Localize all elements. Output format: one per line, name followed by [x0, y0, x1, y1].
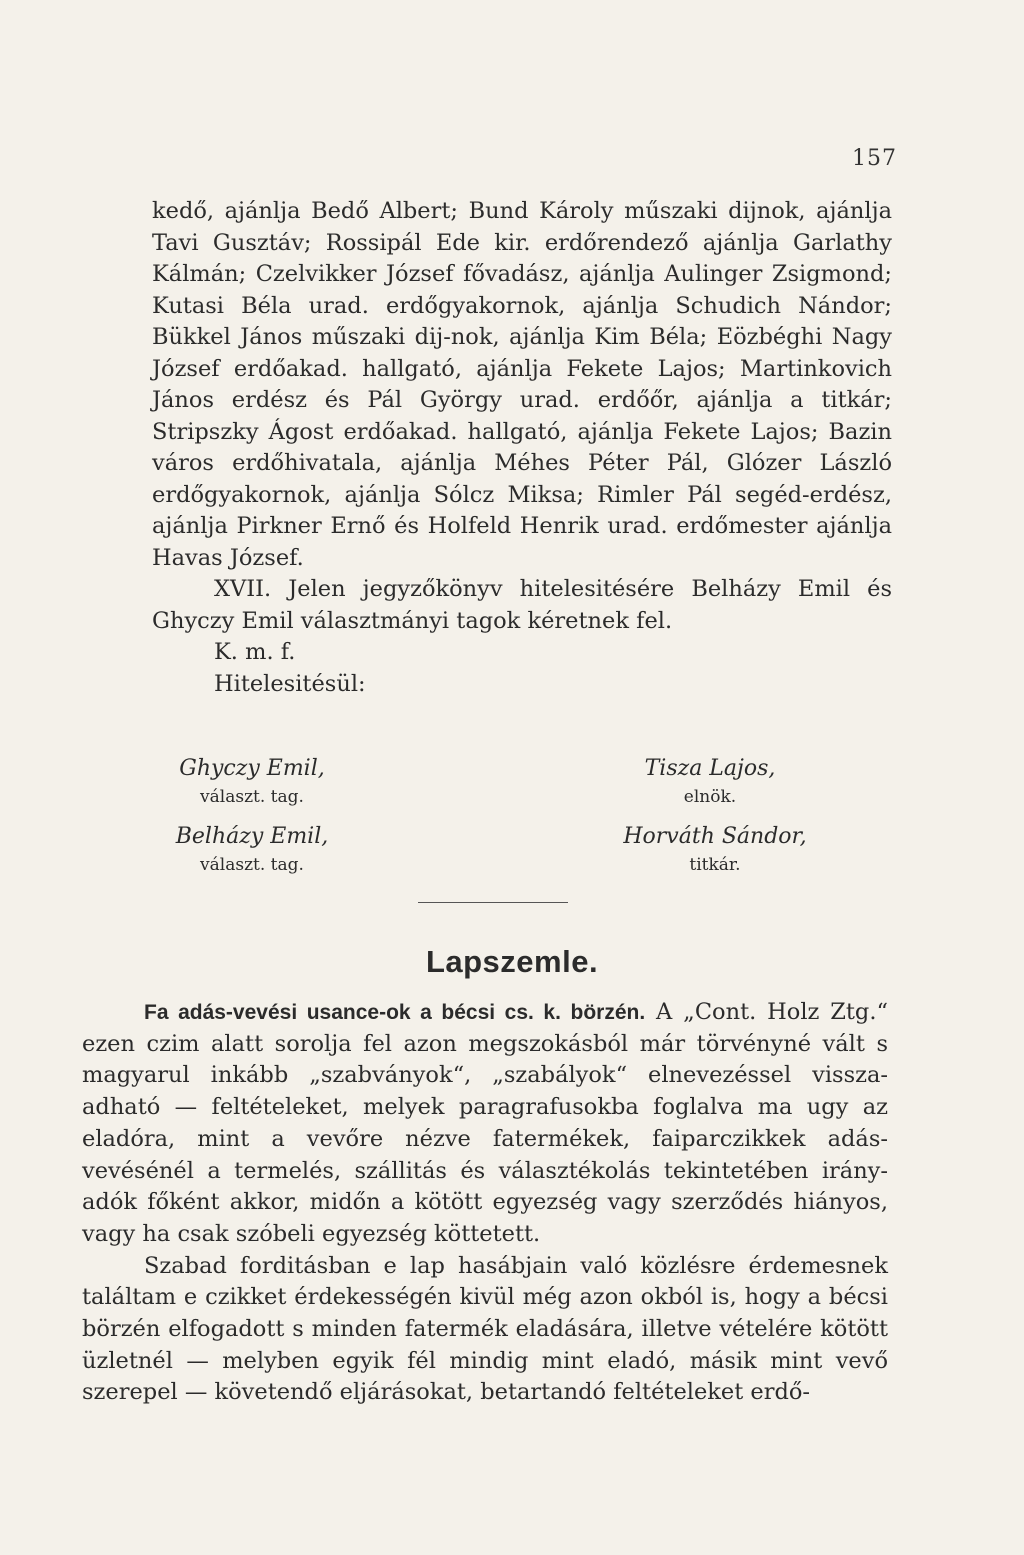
signature-name: Horváth Sándor, — [623, 824, 807, 849]
nominations-paragraph: kedő, ajánlja Bedő Albert; Bund Károly műszaki dijnok, ajánlja Tavi Gusztáv; Rossipál Ede kir. erdőrendező ajánlja Garlathy Kálmán; Czelvikker József fővadász, ajánlja Aulinger Zsigmond; Kutasi Béla urad. erdőgyakornok, ajánlja Schudich Nándor; Bükkel János műszaki dij-nok, ajánlja Kim Béla; Eözbéghi Nagy József erdőakad. hallgató, ajánlja Fekete Lajos; Martinkovich János erdész és Pál György urad. erdőőr, ajánlja a titkár; Stripszky Ágost erdőakad. hallgató, ajánlja Fekete Lajos; Bazin város erdőhivatala, ajánlja Méhes Péter Pál, Glózer László erdőgyakornok, ajánlja Sólcz Miksa; Rimler Pál segéd-erdész, ajánlja Pirkner Ernő és Holfeld Henrik urad. erdőmester ajánlja Havas József. — [152, 198, 892, 571]
authentication-label: Hitelesitésül: — [214, 670, 366, 697]
section-divider — [418, 902, 568, 903]
signature-role: elnök. — [683, 787, 737, 807]
signature-role: titkár. — [689, 855, 741, 875]
page-number: 157 — [852, 146, 897, 171]
signature-name: Tisza Lajos, — [644, 756, 776, 781]
signature-horvath — [600, 824, 830, 875]
closing-formula: K. m. f. — [214, 639, 296, 665]
resolution-paragraph: XVII. Jelen jegyzőkönyv hitelesitésére Belházy Emil és Ghyczy Emil választmányi tagok kéretnek fel. — [152, 576, 892, 634]
section-heading: Lapszemle. — [425, 944, 599, 979]
article-first-paragraph — [82, 997, 888, 1251]
signature-tisza — [600, 756, 820, 807]
signature-role: választ. tag. — [200, 855, 304, 875]
article-paragraph-1: A „Cont. Holz Ztg.“ ezen czim alatt sorolja fel azon megszokásból már törvényné vált s magyarul inkább „szabványok“, „szabályok“ elnevezéssel vissza-adható — feltételeket, melyek paragrafusokba foglalva ma ugy az eladóra, mint a vevőre nézve fatermékek, faiparczikkek adás-vevésénél a termelés, szállitás és választékolás tekintetében irány-adók főként akkor, midőn a kötött egyezség vagy szerződés hiányos, vagy ha csak szóbeli egyezség köttetett. — [82, 999, 888, 1247]
article-paragraph-2: Szabad forditásban e lap hasábjain való közlésre érdemesnek találtam e czikket érdekességén kivül még azon okból is, hogy a bécsi börzén elfogadott s minden fatermék eladására, illetve vételére kötött üzletnél — melyben egyik fél mindig mint eladó, másik mint vevő szerepel — követendő eljárásokat, betartandó feltételeket erdő- — [82, 1252, 888, 1406]
signature-role: választ. tag. — [200, 787, 304, 807]
signature-ghyczy — [152, 756, 352, 807]
signature-name: Belházy Emil, — [175, 824, 329, 849]
article-text-block — [82, 997, 888, 1409]
signature-name: Ghyczy Emil, — [179, 756, 325, 781]
signature-belhazy — [152, 824, 352, 875]
article-title: Fa adás-vevési usance-ok a bécsi cs. k. börzén. — [144, 1001, 646, 1024]
upper-text-block — [152, 196, 892, 700]
signature-block — [152, 752, 892, 892]
